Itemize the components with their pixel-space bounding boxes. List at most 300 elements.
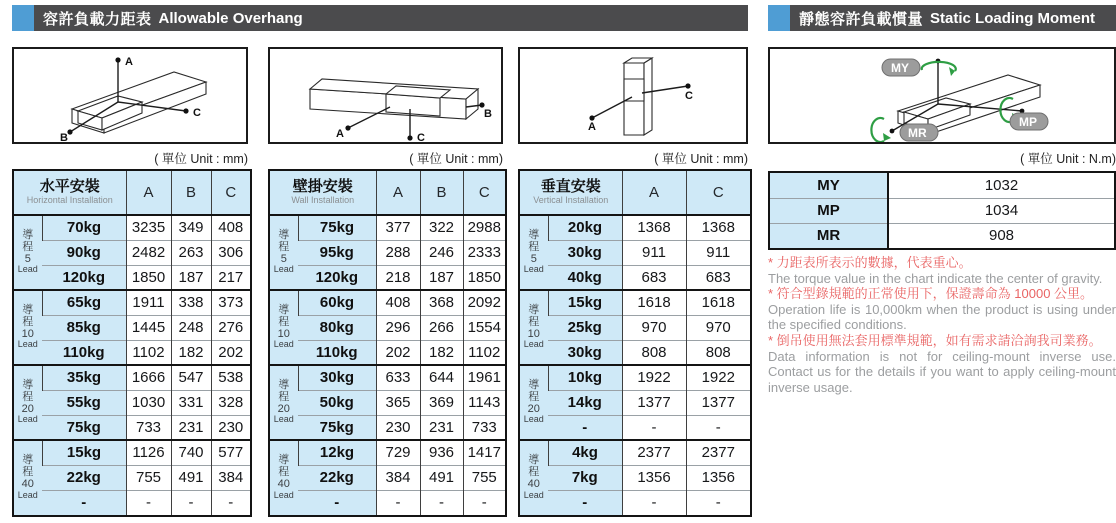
value-cell: -: [686, 490, 750, 515]
value-cell: 202: [211, 340, 250, 365]
value-cell: 547: [171, 365, 211, 390]
load-cell: 22kg: [42, 465, 126, 490]
load-cell: -: [42, 490, 126, 515]
table-row: [14, 240, 250, 265]
vertical-rail-diagram: [520, 49, 746, 142]
value-cell: 373: [211, 290, 250, 315]
axis-label-a: A: [588, 121, 596, 133]
moment-value-mp: 1034: [888, 198, 1114, 223]
load-cell: 15kg: [42, 440, 126, 465]
installation-title-cn: 水平安裝: [39, 178, 100, 196]
column-header-c: C: [463, 171, 505, 215]
section-title-cn: 靜態容許負載慣量: [799, 10, 924, 28]
lead-cn: 程: [278, 240, 290, 253]
table-row: [270, 440, 505, 465]
value-cell: 740: [171, 440, 211, 465]
load-cell: 55kg: [42, 390, 126, 415]
value-cell: 683: [686, 265, 750, 290]
installation-title-en: Vertical Installation: [533, 194, 609, 205]
value-cell: 729: [376, 440, 420, 465]
value-cell: 408: [211, 215, 250, 240]
accent-square: [12, 5, 34, 31]
installation-title-en: Horizontal Installation: [26, 194, 113, 205]
table-row: [520, 240, 750, 265]
table-row: [520, 315, 750, 340]
unit-label-nm: ( 單位 Unit : N.m): [1020, 152, 1116, 166]
value-cell: 230: [211, 415, 250, 440]
table-row: [14, 365, 250, 390]
value-cell: 1102: [463, 340, 505, 365]
lead-cell: [14, 365, 42, 440]
value-cell: 187: [420, 265, 463, 290]
value-cell: 1850: [126, 265, 171, 290]
lead-word: Lead: [17, 264, 38, 275]
lead-cn: 程: [278, 315, 290, 328]
value-cell: 1377: [686, 390, 750, 415]
lead-number: 20: [21, 402, 34, 415]
moment-row: [770, 173, 1114, 198]
lead-word: Lead: [273, 339, 294, 350]
lead-number: 20: [527, 402, 540, 415]
lead-cell: [270, 290, 298, 365]
mp-label: MP: [1019, 115, 1037, 129]
lead-number: 5: [280, 252, 287, 265]
lead-word: Lead: [17, 414, 38, 425]
installation-title-cn: 垂直安裝: [540, 178, 601, 196]
table-row: [14, 315, 250, 340]
lead-cn: 導: [278, 228, 290, 241]
value-cell: 1618: [686, 290, 750, 315]
load-cell: -: [298, 490, 376, 515]
lead-number: 10: [527, 327, 540, 340]
value-cell: 808: [622, 340, 686, 365]
lead-cn: 導: [278, 378, 290, 391]
lead-number: 10: [21, 327, 34, 340]
installation-title-cell: [270, 171, 376, 215]
value-cell: -: [211, 490, 250, 515]
diagram-wall-installation: [268, 47, 503, 144]
overhang-table-vertical: [520, 171, 750, 515]
lead-word: Lead: [523, 264, 544, 275]
table-row: [14, 390, 250, 415]
table-row: [270, 340, 505, 365]
value-cell: 246: [420, 240, 463, 265]
unit-label-mm: ( 單位 Unit : mm): [409, 152, 503, 166]
lead-cell: [520, 365, 548, 440]
lead-number: 10: [277, 327, 290, 340]
table-row: [270, 490, 505, 515]
lead-cn: 導: [528, 378, 540, 391]
value-cell: 1368: [686, 215, 750, 240]
value-cell: 911: [622, 240, 686, 265]
table-row: [520, 440, 750, 465]
load-cell: 75kg: [42, 415, 126, 440]
lead-number: 40: [277, 478, 290, 491]
lead-word: Lead: [523, 339, 544, 350]
value-cell: 384: [376, 465, 420, 490]
value-cell: 3235: [126, 215, 171, 240]
moment-row: [770, 198, 1114, 223]
value-cell: 2482: [126, 240, 171, 265]
value-cell: 248: [171, 315, 211, 340]
value-cell: 936: [420, 440, 463, 465]
value-cell: 1618: [622, 290, 686, 315]
section-title-en: Static Loading Moment: [930, 9, 1096, 27]
diagram-static-moment: [768, 47, 1116, 144]
value-cell: -: [126, 490, 171, 515]
load-cell: 40kg: [548, 265, 622, 290]
value-cell: 733: [126, 415, 171, 440]
unit-label-mm: ( 單位 Unit : mm): [654, 152, 748, 166]
lead-word: Lead: [273, 264, 294, 275]
lead-cell: [14, 215, 42, 290]
lead-word: Lead: [273, 414, 294, 425]
table-row: [270, 390, 505, 415]
load-cell: 60kg: [298, 290, 376, 315]
lead-cn: 導: [528, 454, 540, 467]
diagram-vertical-installation: [518, 47, 748, 144]
load-cell: -: [548, 415, 622, 440]
note-text-cn: * 符合型錄規範的正常使用下，保證壽命為 10000 公里。: [768, 286, 1094, 302]
moment-value-mr: 908: [888, 223, 1114, 248]
load-cell: 7kg: [548, 465, 622, 490]
section-title-en: Allowable Overhang: [158, 9, 303, 27]
value-cell: 2988: [463, 215, 505, 240]
wall-installation-table: [268, 169, 507, 517]
value-cell: 408: [376, 290, 420, 315]
value-cell: 296: [376, 315, 420, 340]
table-row: [520, 365, 750, 390]
load-cell: 15kg: [548, 290, 622, 315]
lead-cell: [520, 440, 548, 515]
note-text-en: Operation life is 10,000km when the product is using under the specified conditions.: [768, 301, 1116, 333]
table-row: [14, 465, 250, 490]
axis-label-c: C: [685, 90, 693, 102]
table-row: [14, 290, 250, 315]
lead-cn: 導: [22, 378, 34, 391]
installation-title-cell: [14, 171, 126, 215]
wall-rail-diagram: [270, 49, 501, 142]
load-cell: 12kg: [298, 440, 376, 465]
mr-label: MR: [908, 126, 927, 140]
value-cell: 733: [463, 415, 505, 440]
value-cell: 182: [420, 340, 463, 365]
value-cell: 1850: [463, 265, 505, 290]
load-cell: 10kg: [548, 365, 622, 390]
load-cell: 20kg: [548, 215, 622, 240]
value-cell: 1911: [126, 290, 171, 315]
table-row: [270, 215, 505, 240]
lead-cell: [14, 440, 42, 515]
load-cell: 75kg: [298, 215, 376, 240]
value-cell: 1143: [463, 390, 505, 415]
value-cell: 970: [686, 315, 750, 340]
note-text-cn: * 倒吊使用無法套用標準規範，如有需求請洽詢我司業務。: [768, 332, 1102, 348]
load-cell: 85kg: [42, 315, 126, 340]
value-cell: 538: [211, 365, 250, 390]
table-row: [14, 415, 250, 440]
value-cell: 1666: [126, 365, 171, 390]
table-row: [520, 390, 750, 415]
lead-word: Lead: [523, 414, 544, 425]
value-cell: 217: [211, 265, 250, 290]
unit-label-mm: ( 單位 Unit : mm): [154, 152, 248, 166]
value-cell: 1554: [463, 315, 505, 340]
table-row: [270, 365, 505, 390]
lead-number: 40: [21, 478, 34, 491]
footnotes: [768, 255, 1116, 395]
table-row: [14, 440, 250, 465]
lead-cn: 導: [22, 454, 34, 467]
table-row: [270, 315, 505, 340]
lead-cn: 程: [528, 390, 540, 403]
load-cell: 30kg: [548, 240, 622, 265]
value-cell: 202: [376, 340, 420, 365]
lead-number: 20: [277, 402, 290, 415]
overhang-table-horizontal: [14, 171, 250, 515]
section-header-bar: [790, 5, 1116, 31]
value-cell: 755: [126, 465, 171, 490]
load-cell: 120kg: [42, 265, 126, 290]
section-title-cn: 容許負載力距表: [43, 10, 152, 28]
value-cell: 322: [420, 215, 463, 240]
value-cell: 368: [420, 290, 463, 315]
load-cell: 90kg: [42, 240, 126, 265]
moment-rail-diagram: [770, 49, 1114, 142]
value-cell: 1922: [686, 365, 750, 390]
value-cell: 2377: [622, 440, 686, 465]
load-cell: 30kg: [298, 365, 376, 390]
column-header-b: B: [420, 171, 463, 215]
table-row: [520, 340, 750, 365]
table-row: [520, 265, 750, 290]
diagram-horizontal-installation: [12, 47, 248, 144]
value-cell: 1368: [622, 215, 686, 240]
column-header-a: A: [376, 171, 420, 215]
value-cell: 231: [420, 415, 463, 440]
lead-cell: [270, 440, 298, 515]
value-cell: 230: [376, 415, 420, 440]
lead-word: Lead: [523, 489, 544, 500]
value-cell: 2377: [686, 440, 750, 465]
load-cell: 35kg: [42, 365, 126, 390]
value-cell: -: [622, 490, 686, 515]
load-cell: 110kg: [42, 340, 126, 365]
load-cell: 50kg: [298, 390, 376, 415]
load-cell: 25kg: [548, 315, 622, 340]
value-cell: 276: [211, 315, 250, 340]
axis-label-c: C: [193, 107, 201, 119]
lead-cn: 導: [278, 303, 290, 316]
table-row: [14, 340, 250, 365]
value-cell: 384: [211, 465, 250, 490]
value-cell: -: [463, 490, 505, 515]
value-cell: 1356: [686, 465, 750, 490]
table-row: [270, 415, 505, 440]
lead-cell: [14, 290, 42, 365]
load-cell: 110kg: [298, 340, 376, 365]
value-cell: 970: [622, 315, 686, 340]
moment-label-mr: MR: [770, 223, 888, 248]
table-row: [270, 290, 505, 315]
value-cell: 266: [420, 315, 463, 340]
lead-number: 40: [527, 478, 540, 491]
value-cell: 2092: [463, 290, 505, 315]
lead-cn: 程: [528, 315, 540, 328]
lead-cn: 程: [22, 315, 34, 328]
load-cell: 120kg: [298, 265, 376, 290]
value-cell: 644: [420, 365, 463, 390]
value-cell: 377: [376, 215, 420, 240]
lead-word: Lead: [17, 339, 38, 350]
value-cell: 1922: [622, 365, 686, 390]
load-cell: 22kg: [298, 465, 376, 490]
table-row: [270, 465, 505, 490]
value-cell: 365: [376, 390, 420, 415]
table-row: [520, 490, 750, 515]
accent-square: [768, 5, 790, 31]
note-item: [768, 286, 1116, 333]
value-cell: 808: [686, 340, 750, 365]
column-header-c: C: [211, 171, 250, 215]
lead-cn: 導: [22, 303, 34, 316]
lead-word: Lead: [17, 489, 38, 500]
value-cell: 1445: [126, 315, 171, 340]
load-cell: 75kg: [298, 415, 376, 440]
load-cell: 80kg: [298, 315, 376, 340]
table-header-row: [270, 171, 505, 215]
value-cell: 1030: [126, 390, 171, 415]
value-cell: 491: [420, 465, 463, 490]
value-cell: 288: [376, 240, 420, 265]
overhang-table-wall: [270, 171, 505, 515]
value-cell: 633: [376, 365, 420, 390]
table-row: [520, 465, 750, 490]
lead-word: Lead: [273, 489, 294, 500]
moment-value-my: 1032: [888, 173, 1114, 198]
vertical-installation-table: [518, 169, 752, 517]
value-cell: 1126: [126, 440, 171, 465]
value-cell: 1356: [622, 465, 686, 490]
load-cell: -: [548, 490, 622, 515]
table-row: [14, 265, 250, 290]
lead-cn: 導: [278, 454, 290, 467]
value-cell: 683: [622, 265, 686, 290]
value-cell: 306: [211, 240, 250, 265]
value-cell: 755: [463, 465, 505, 490]
value-cell: 187: [171, 265, 211, 290]
table-row: [520, 215, 750, 240]
lead-cn: 程: [528, 466, 540, 479]
table-row: [14, 490, 250, 515]
table-header-row: [520, 171, 750, 215]
section-header-allowable-overhang: [12, 5, 748, 31]
axis-label-b: B: [484, 108, 492, 120]
load-cell: 14kg: [548, 390, 622, 415]
value-cell: 2333: [463, 240, 505, 265]
moment-label-mp: MP: [770, 198, 888, 223]
moment-table: [770, 173, 1114, 248]
axis-label-a: A: [336, 128, 344, 140]
value-cell: -: [171, 490, 211, 515]
value-cell: -: [420, 490, 463, 515]
table-header-row: [14, 171, 250, 215]
column-header-a: A: [622, 171, 686, 215]
value-cell: 369: [420, 390, 463, 415]
value-cell: 1961: [463, 365, 505, 390]
lead-cn: 導: [528, 303, 540, 316]
value-cell: 218: [376, 265, 420, 290]
installation-title-en: Wall Installation: [291, 194, 355, 205]
value-cell: 263: [171, 240, 211, 265]
lead-cn: 導: [528, 228, 540, 241]
column-header-b: B: [171, 171, 211, 215]
value-cell: 1377: [622, 390, 686, 415]
static-moment-table: [768, 171, 1116, 250]
load-cell: 95kg: [298, 240, 376, 265]
axis-label-c: C: [417, 132, 425, 142]
my-label: MY: [891, 61, 909, 75]
lead-cell: [270, 215, 298, 290]
lead-cell: [520, 290, 548, 365]
lead-cn: 程: [278, 466, 290, 479]
section-header-bar: [34, 5, 748, 31]
horizontal-installation-table: [12, 169, 252, 517]
value-cell: -: [622, 415, 686, 440]
load-cell: 4kg: [548, 440, 622, 465]
moment-row: [770, 223, 1114, 248]
moment-label-my: MY: [770, 173, 888, 198]
table-row: [520, 290, 750, 315]
value-cell: -: [376, 490, 420, 515]
lead-cell: [520, 215, 548, 290]
value-cell: 577: [211, 440, 250, 465]
axis-label-a: A: [125, 56, 133, 68]
table-row: [14, 215, 250, 240]
axis-label-b: B: [60, 132, 68, 142]
value-cell: 349: [171, 215, 211, 240]
lead-cn: 程: [22, 466, 34, 479]
value-cell: 231: [171, 415, 211, 440]
table-row: [520, 415, 750, 440]
installation-title-cell: [520, 171, 622, 215]
note-item: [768, 333, 1116, 395]
load-cell: 70kg: [42, 215, 126, 240]
value-cell: 491: [171, 465, 211, 490]
lead-number: 5: [530, 252, 537, 265]
load-cell: 30kg: [548, 340, 622, 365]
lead-cn: 程: [22, 390, 34, 403]
value-cell: 328: [211, 390, 250, 415]
note-text-en: Data information is not for ceiling-mount inverse use. Contact us for the details if you want to apply ceiling-mount inverse usage.: [768, 348, 1116, 395]
horizontal-rail-diagram: [14, 49, 246, 142]
value-cell: 911: [686, 240, 750, 265]
value-cell: -: [686, 415, 750, 440]
value-cell: 331: [171, 390, 211, 415]
lead-cell: [270, 365, 298, 440]
value-cell: 1102: [126, 340, 171, 365]
value-cell: 182: [171, 340, 211, 365]
lead-cn: 程: [22, 240, 34, 253]
value-cell: 338: [171, 290, 211, 315]
lead-cn: 程: [278, 390, 290, 403]
installation-title-cn: 壁掛安裝: [292, 178, 353, 196]
lead-cn: 導: [22, 228, 34, 241]
column-header-a: A: [126, 171, 171, 215]
load-cell: 65kg: [42, 290, 126, 315]
note-text-cn: * 力距表所表示的數據，代表重心。: [768, 255, 972, 270]
column-header-c: C: [686, 171, 750, 215]
